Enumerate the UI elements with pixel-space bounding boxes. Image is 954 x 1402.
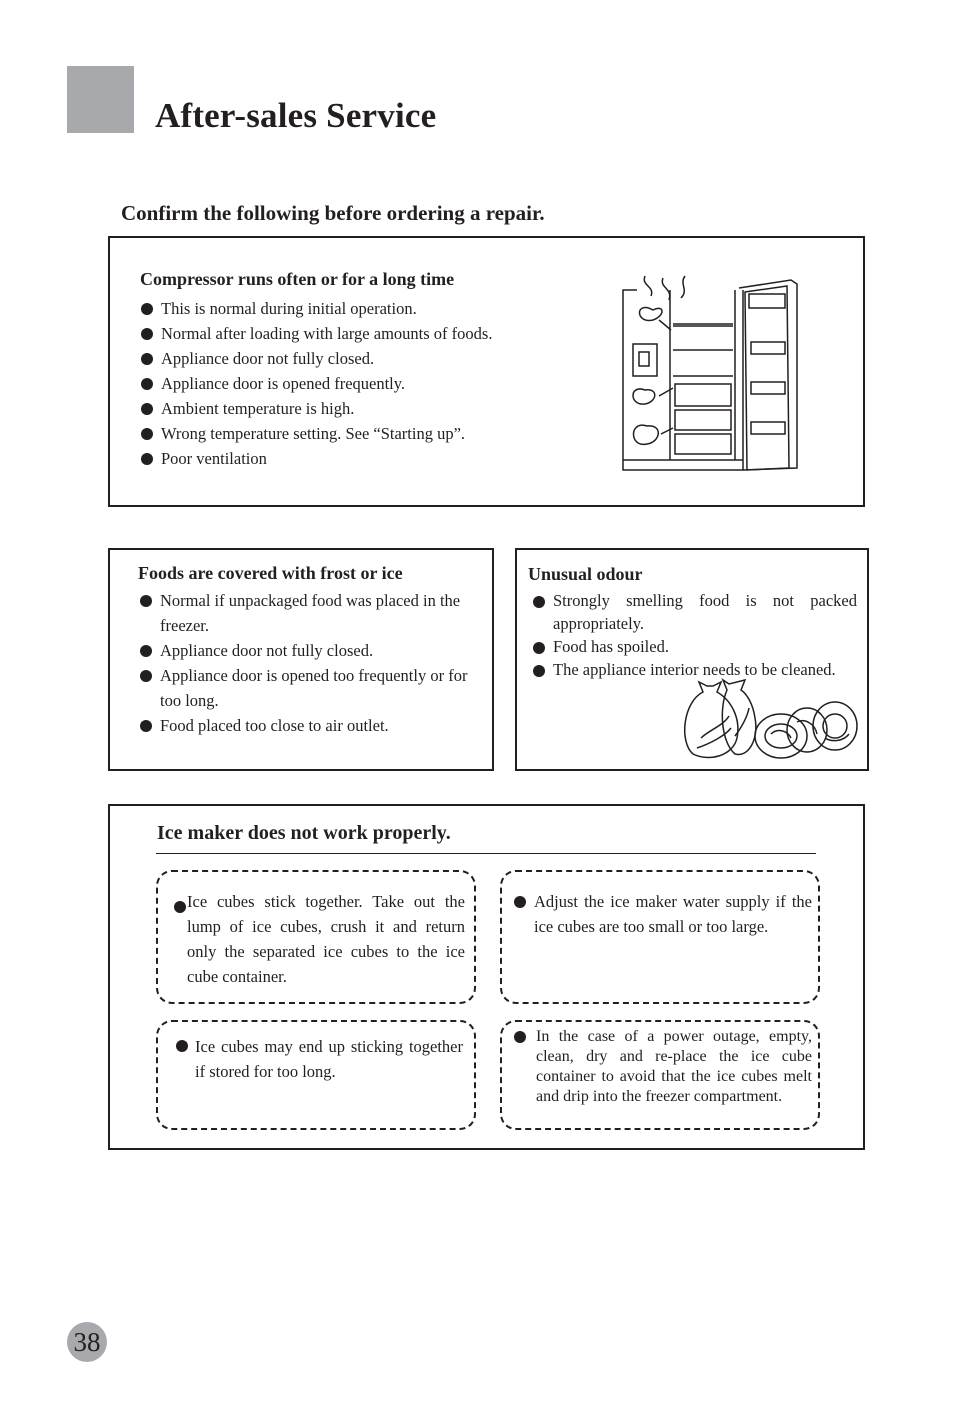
ice-maker-title: Ice maker does not work properly. <box>157 822 451 844</box>
tip-text: Ice cubes stick together. Take out the lump of ice cubes, crush it and return only the separated ice cubes to the ice cube container. <box>187 892 465 986</box>
bullet-icon <box>533 665 545 677</box>
tip-card <box>500 870 820 1004</box>
bullet-icon <box>514 1031 526 1043</box>
bullet-icon <box>176 1040 188 1052</box>
tip-card <box>156 1020 476 1130</box>
frost-box <box>108 548 494 771</box>
list-item: Appliance door is opened too frequently or for too long. <box>140 663 478 713</box>
bullet-icon <box>141 353 153 365</box>
bullet-icon <box>533 642 545 654</box>
bullet-icon <box>174 901 186 913</box>
odour-box <box>515 548 869 771</box>
section-heading: Confirm the following before ordering a repair. <box>121 201 545 225</box>
bullet-icon <box>141 378 153 390</box>
compressor-title: Compressor runs often or for a long time <box>140 269 455 289</box>
tip-text: Ice cubes may end up sticking together if stored for too long. <box>195 1037 463 1081</box>
bullet-icon <box>141 328 153 340</box>
list-item: Food placed too close to air outlet. <box>140 713 478 738</box>
frost-title: Foods are covered with frost or ice <box>138 563 403 583</box>
list-item: Ambient temperature is high. <box>141 396 571 421</box>
bullet-icon <box>141 453 153 465</box>
list-item: Normal if unpackaged food was placed in the freezer. <box>140 588 478 638</box>
bullet-icon <box>140 595 152 607</box>
bullet-icon <box>140 645 152 657</box>
odour-title: Unusual odour <box>528 564 643 584</box>
list-item: Appliance door not fully closed. <box>141 346 571 371</box>
ice-maker-box <box>108 804 865 1150</box>
list-item: Wrong temperature setting. See “Starting up”. <box>141 421 571 446</box>
spoiled-food-illustration <box>679 678 861 762</box>
title-block-decoration <box>67 66 134 133</box>
list-item: Appliance door is opened frequently. <box>141 371 571 396</box>
list-item: The appliance interior needs to be cleaned. <box>533 658 857 681</box>
bullet-icon <box>140 670 152 682</box>
frost-list <box>140 588 478 738</box>
bullet-icon <box>141 428 153 440</box>
bullet-icon <box>140 720 152 732</box>
bullet-icon <box>141 303 153 315</box>
open-refrigerator-illustration <box>615 272 815 478</box>
list-item: Normal after loading with large amounts of foods. <box>141 321 571 346</box>
page-title: After-sales Service <box>155 96 437 135</box>
tip-card <box>500 1020 820 1130</box>
tip-text: Adjust the ice maker water supply if the ice cubes are too small or too large. <box>534 892 812 936</box>
page-number: 38 <box>67 1322 107 1362</box>
odour-list <box>533 589 857 681</box>
bullet-icon <box>533 596 545 608</box>
list-item: Appliance door not fully closed. <box>140 638 478 663</box>
compressor-box <box>108 236 865 507</box>
title-underline <box>156 853 816 854</box>
list-item: Food has spoiled. <box>533 635 857 658</box>
list-item: This is normal during initial operation. <box>141 296 571 321</box>
list-item: Poor ventilation <box>141 446 571 471</box>
bullet-icon <box>141 403 153 415</box>
bullet-icon <box>514 896 526 908</box>
tip-text: In the case of a power outage, empty, clean, dry and re-place the ice cube container to avoid that the ice cubes melt and drip into the freezer compartment. <box>536 1028 812 1105</box>
compressor-list <box>141 296 571 471</box>
list-item: Strongly smelling food is not packed appropriately. <box>533 589 857 635</box>
tip-card <box>156 870 476 1004</box>
